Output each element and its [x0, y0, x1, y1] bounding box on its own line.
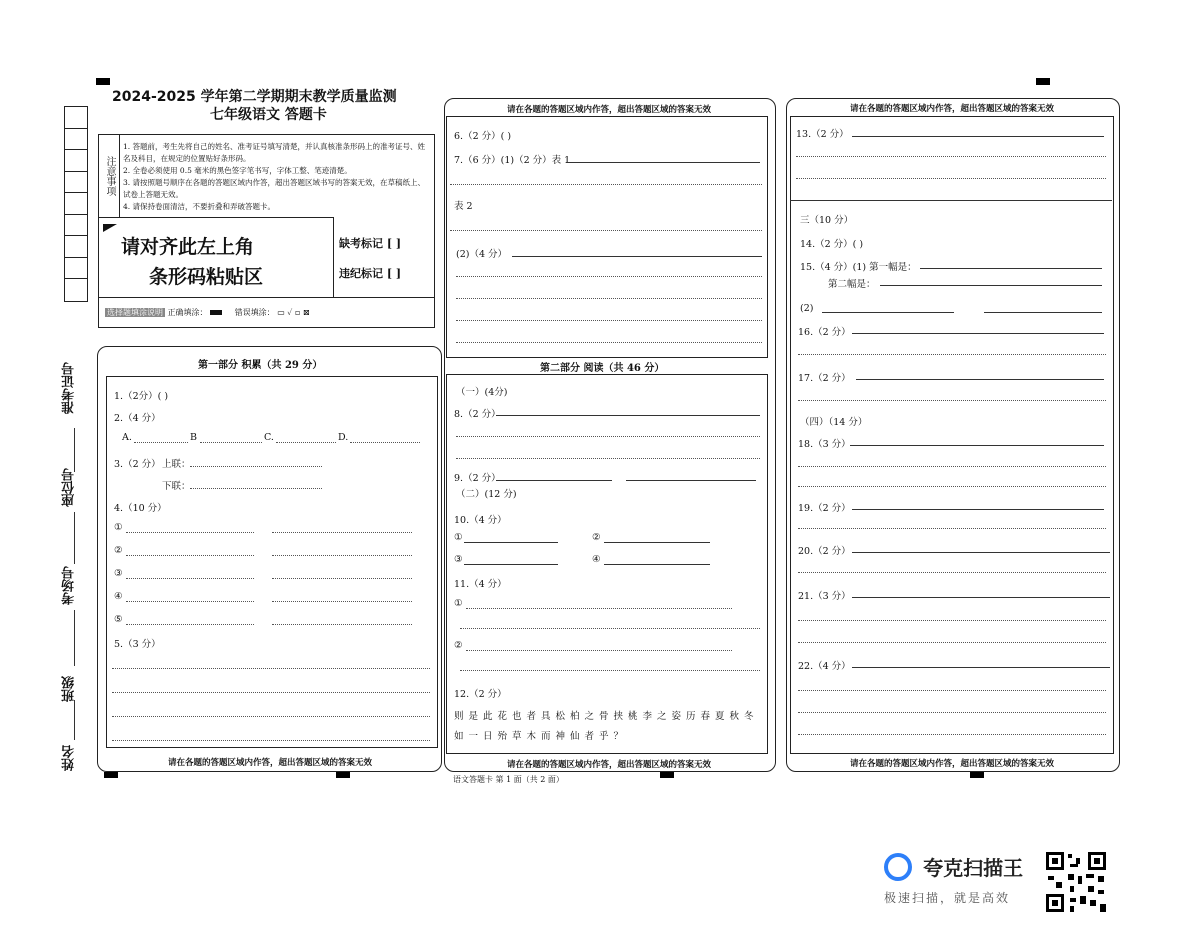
q9-label: 9.（2 分） [454, 473, 501, 484]
notice-item: 4. 请保持卷面清洁，不要折叠和弄破答题卡。 [123, 202, 276, 211]
q4-item: ② [114, 545, 123, 556]
q11-label: 11.（4 分） [454, 579, 507, 590]
q19-label: 19.（2 分） [798, 503, 851, 514]
q10-line[interactable] [464, 542, 558, 543]
part3-label: 三（10 分） [800, 215, 854, 226]
q4-line[interactable] [126, 532, 254, 533]
fill-correct-icon [210, 310, 222, 315]
q4-line[interactable] [272, 555, 412, 556]
q4-line[interactable] [272, 601, 412, 602]
q15-label: 15.（4 分）(1) 第一幅是： [800, 262, 917, 273]
q18-label: 18.（3 分） [798, 439, 851, 450]
panel2-header-warning: 请在各题的答题区域内作答，超出答题区域的答案无效 [506, 105, 711, 115]
notice-item: 2. 全卷必须使用 0.5 毫米的黑色签字笔书写，字体工整、笔迹清楚。 [123, 166, 352, 175]
q15-second: 第二幅是： [828, 279, 876, 290]
q10-line[interactable] [604, 564, 710, 565]
q7-line[interactable] [450, 230, 762, 231]
side-line[interactable] [74, 700, 75, 740]
q2-line-a[interactable] [134, 442, 188, 443]
q2-option-b: B [190, 432, 197, 443]
q15-2-line[interactable] [822, 312, 954, 313]
q3-upper-line[interactable] [190, 466, 322, 467]
q18-line[interactable] [850, 445, 1104, 446]
q20-line[interactable] [798, 572, 1106, 573]
side-label-exam-number: 准考证号 [62, 362, 77, 414]
q11-line[interactable] [466, 608, 732, 609]
timing-mark [336, 772, 350, 778]
q2-line-d[interactable] [350, 442, 420, 443]
timing-mark [970, 772, 984, 778]
q4-item: ③ [114, 568, 123, 579]
timing-mark [1036, 78, 1050, 85]
q11-line[interactable] [466, 650, 732, 651]
violation-mark[interactable]: 违纪标记 [ ] [339, 267, 402, 280]
q17-line[interactable] [798, 400, 1106, 401]
q2-option-a: A. [122, 432, 132, 443]
q12-label: 12.（2 分） [454, 689, 507, 700]
notice-text [123, 141, 431, 213]
q11-line[interactable] [460, 670, 760, 671]
scanner-brand [884, 852, 1023, 906]
q10-line[interactable] [464, 564, 558, 565]
q21-line[interactable] [798, 620, 1106, 621]
q17-line[interactable] [856, 379, 1104, 380]
brand-name: 夸克扫描王 [923, 856, 1024, 880]
q7-2-line[interactable] [456, 298, 762, 299]
q3-lower-line[interactable] [190, 488, 322, 489]
side-line[interactable] [74, 610, 75, 666]
q4-item: ④ [114, 591, 123, 602]
q10-item: ② [592, 532, 601, 543]
q10-item: ③ [454, 554, 463, 565]
q21-label: 21.（3 分） [798, 591, 851, 602]
side-label-class: 班级 [62, 676, 77, 702]
q2-line-c[interactable] [276, 442, 336, 443]
panel2-footer-warning: 请在各题的答题区域内作答，超出答题区域的答案无效 [506, 760, 711, 770]
q8-line[interactable] [456, 436, 760, 437]
notice-item: 1. 答题前，考生先将自己的姓名、准考证号填写清楚，并认真核准条形码上的准考证号、姓名及科目，在规定的位置贴好条形码。 [123, 142, 426, 163]
section-part1: 第一部分 积累（共 29 分） [198, 360, 323, 371]
side-label-name: 姓名 [62, 745, 77, 771]
q5-line[interactable] [112, 740, 430, 741]
panel3-header-warning: 请在各题的答题区域内作答，超出答题区域的答案无效 [849, 104, 1054, 114]
q5-line[interactable] [112, 668, 430, 669]
q7-line[interactable] [450, 184, 762, 185]
q15-line[interactable] [920, 268, 1102, 269]
q4-label: 4.（10 分） [114, 503, 167, 514]
q9-line[interactable] [496, 480, 612, 481]
q4-line[interactable] [126, 578, 254, 579]
q7-2-line[interactable] [456, 320, 762, 321]
q13-line[interactable] [796, 178, 1106, 179]
q20-label: 20.（2 分） [798, 546, 851, 557]
q16-label: 16.（2 分） [798, 327, 851, 338]
q7-2-line[interactable] [456, 342, 762, 343]
q11-item: ① [454, 598, 463, 609]
q4-line[interactable] [126, 601, 254, 602]
part1-label: （一）(4分) [456, 387, 508, 398]
q11-line[interactable] [460, 628, 760, 629]
q10-item: ① [454, 532, 463, 543]
q13-line[interactable] [852, 136, 1104, 137]
q20-line[interactable] [852, 552, 1110, 553]
q7-2-line[interactable] [512, 256, 762, 257]
q5-line[interactable] [112, 716, 430, 717]
q16-line[interactable] [798, 354, 1106, 355]
q13-label: 13.（2 分） [796, 129, 849, 140]
barcode-line1: 请对齐此左上角 [121, 236, 255, 258]
side-line[interactable] [74, 428, 75, 472]
q21-line[interactable] [798, 642, 1106, 643]
q3-label: 3.（2 分） [114, 459, 161, 470]
q5-line[interactable] [112, 692, 430, 693]
q22-line[interactable] [798, 712, 1106, 713]
q3-upper: 上联： [162, 459, 191, 470]
q4-line[interactable] [126, 555, 254, 556]
q21-line[interactable] [852, 597, 1110, 598]
qr-code-icon[interactable] [1044, 850, 1108, 914]
exam-title: 2024-2025 学年第二学期期末教学质量监测 [112, 89, 397, 105]
q19-line[interactable] [852, 509, 1104, 510]
q10-item: ④ [592, 554, 601, 565]
q19-line[interactable] [798, 528, 1106, 529]
side-label-room: 考场号 [62, 566, 77, 605]
q8-line[interactable] [496, 415, 760, 416]
q17-label: 17.（2 分） [798, 373, 851, 384]
q16-line[interactable] [852, 333, 1104, 334]
page-footer: 语文答题卡 第 1 面（共 2 面） [453, 775, 564, 784]
q7-line[interactable] [566, 162, 760, 163]
barcode-paste-area [99, 217, 334, 298]
panel3-footer-warning: 请在各题的答题区域内作答，超出答题区域的答案无效 [849, 759, 1054, 769]
q15-2-label: (2) [800, 303, 814, 314]
q4-line[interactable] [272, 578, 412, 579]
q7-2-line[interactable] [456, 276, 762, 277]
timing-mark [660, 772, 674, 778]
part4-label: （四）（14 分） [800, 417, 868, 428]
corner-flag-icon [103, 224, 117, 232]
side-line[interactable] [74, 512, 75, 564]
q2-line-b[interactable] [200, 442, 262, 443]
fill-example-row [99, 297, 434, 327]
q22-label: 22.（4 分） [798, 661, 851, 672]
fill-correct-label: 正确填涂： [167, 308, 208, 317]
q4-line[interactable] [272, 532, 412, 533]
id-number-grid[interactable] [64, 106, 88, 302]
q4-item: ① [114, 522, 123, 533]
q4-line[interactable] [126, 624, 254, 625]
fill-wrong-icons: ▭ ✓ ▫ ⊠ [277, 308, 310, 317]
q12-text-line1: 则是此花也者具松柏之骨挟桃李之姿历春夏秋冬 [454, 711, 759, 722]
q18-line[interactable] [798, 466, 1106, 467]
fill-example-tag: 选择题填涂说明 [107, 308, 163, 317]
side-label-seat: 座位号 [62, 468, 77, 507]
exam-subtitle: 七年级语文 答题卡 [210, 107, 327, 123]
timing-mark [104, 772, 118, 778]
q13-line[interactable] [796, 156, 1106, 157]
q4-line[interactable] [272, 624, 412, 625]
q7-table2: 表 2 [454, 201, 473, 212]
q22-line[interactable] [798, 734, 1106, 735]
brand-slogan: 极速扫描，就是高效 [884, 891, 1011, 905]
q12-text-line2: 如一日殆草木而神仙者乎？ [454, 731, 629, 742]
q2-option-c: C. [264, 432, 274, 443]
timing-mark [96, 78, 110, 85]
part2-label: （二）(12 分) [456, 489, 517, 500]
q7-label: 7.（6 分）(1)（2 分）表 1 [454, 155, 571, 166]
q15-2-line[interactable] [984, 312, 1102, 313]
section-part2: 第二部分 阅读（共 46 分） [540, 363, 665, 374]
absent-mark[interactable]: 缺考标记 [ ] [339, 237, 402, 250]
q22-line[interactable] [798, 690, 1106, 691]
q3-lower: 下联： [162, 481, 191, 492]
q15-line[interactable] [880, 285, 1102, 286]
q14-label: 14.（2 分）( ) [800, 239, 864, 250]
q22-line[interactable] [852, 667, 1110, 668]
q6-label: 6.（2 分）( ) [454, 131, 512, 142]
q2-option-d: D. [338, 432, 349, 443]
notice-label: 注意事项 [99, 135, 120, 217]
q5-label: 5.（3 分） [114, 639, 161, 650]
q4-item: ⑤ [114, 614, 123, 625]
notice-item: 3. 请按照题号顺序在各题的答题区域内作答，超出答题区域书写的答案无效，在草稿纸上、试卷上答题无效。 [123, 178, 426, 199]
q7-2-label: (2)（4 分） [456, 249, 508, 260]
q2-label: 2.（4 分） [114, 413, 161, 424]
section-divider [790, 200, 1112, 201]
q1-label: 1.（2分）( ) [114, 391, 169, 402]
panel1-footer-warning: 请在各题的答题区域内作答，超出答题区域的答案无效 [167, 758, 372, 768]
barcode-line2: 条形码粘贴区 [149, 266, 264, 288]
quark-logo-icon [884, 853, 912, 881]
candidate-info-box [98, 134, 435, 328]
q9-line[interactable] [626, 480, 756, 481]
q10-line[interactable] [604, 542, 710, 543]
q8-line[interactable] [456, 458, 760, 459]
fill-wrong-label: 错误填涂： [234, 308, 275, 317]
q18-line[interactable] [798, 486, 1106, 487]
q8-label: 8.（2 分） [454, 409, 501, 420]
q10-label: 10.（4 分） [454, 515, 507, 526]
q11-item: ② [454, 640, 463, 651]
